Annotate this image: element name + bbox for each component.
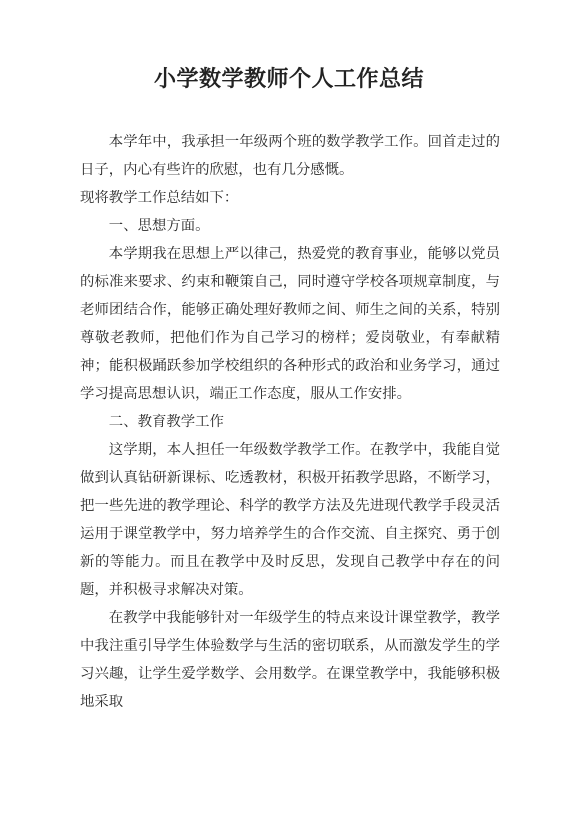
paragraph-thought: 本学期我在思想上严以律己，热爱党的教育事业，能够以党员的标准来要求、约束和鞭策自己，同时遵守学校各项规章制度，与老师团结合作，能够正确处理好教师之间、师生之间的关系，特别尊敬老教师，把他们作为自己学习的榜样；爱岗敬业，有奉献精神；能积极踊跃参加学校组织的各种形式的政治和业务学习，通过学习提高思想认识，端正工作态度，服从工作安排。	[80, 246, 500, 402]
paragraph-teaching-2: 在教学中我能够针对一年级学生的特点来设计课堂教学，教学中我注重引导学生体验数学与生活的密切联系，从而激发学生的学习兴趣，让学生爱学数学、会用数学。在课堂教学中，我能够积极地采取	[80, 610, 500, 710]
document-title: 小学数学教师个人工作总结	[153, 66, 424, 92]
section-heading-teaching: 二、教育教学工作	[108, 414, 224, 430]
document-body	[80, 128, 500, 716]
paragraph-summary-lead: 现将教学工作总结如下：	[80, 190, 239, 206]
section-heading-thought: 一、思想方面。	[108, 218, 210, 234]
paragraph-teaching-1: 这学期，本人担任一年级数学教学工作。在教学中，我能自觉做到认真钻研新课标、吃透教材，积极开拓教学思路，不断学习，把一些先进的教学理论、科学的教学方法及先进现代教学手段灵活运用于课堂教学中，努力培养学生的合作交流、自主探究、勇于创新的等能力。而且在教学中及时反思，发现自己教学中存在的问题，并积极寻求解决对策。	[80, 442, 500, 598]
paragraph-intro: 本学年中，我承担一年级两个班的数学教学工作。回首走过的日子，内心有些许的欣慰，也有几分感慨。	[80, 134, 500, 178]
